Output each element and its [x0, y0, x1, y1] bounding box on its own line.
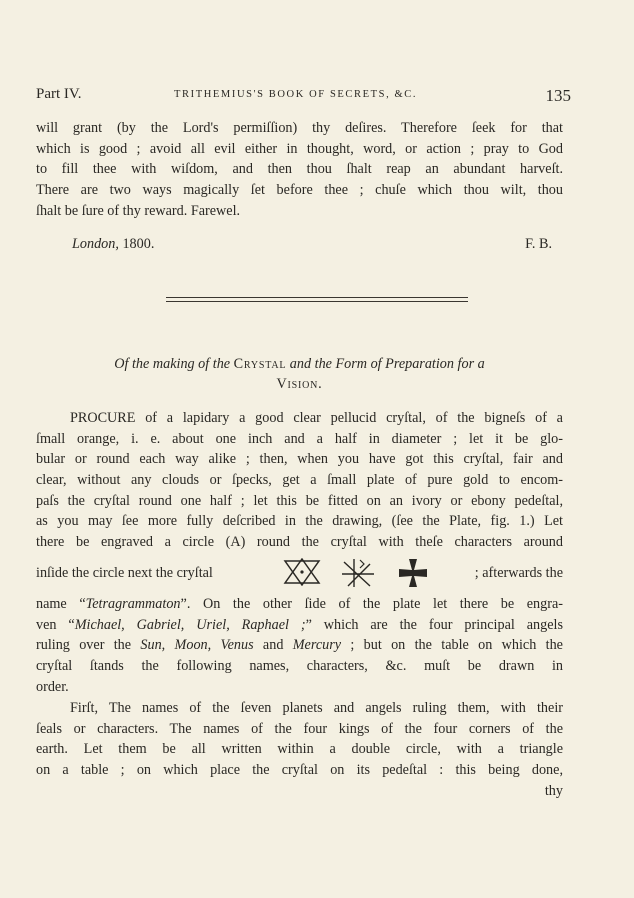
symbol-line: [36, 558, 563, 588]
running-title: TRITHEMIUS'S BOOK OF SECRETS, &C.: [174, 89, 418, 100]
text-fragment: ven “: [36, 616, 75, 633]
text-line: will grant (by the Lord's permiſſion) thy deſires. Therefore ſeek for that: [36, 120, 563, 136]
text-fragment: ; but on the table on which the: [341, 637, 563, 654]
text-fragment: and: [253, 637, 293, 654]
text-line: which is good ; avoid all evil either in thought, word, or action ; pray to God: [36, 140, 563, 157]
body-paragraph-2: [36, 698, 563, 801]
text-line: order.: [36, 678, 69, 695]
text-line: cryſtal ſtands the following names, characters, &c. muſt be drawn in: [36, 658, 563, 675]
text-fragment: name “: [36, 596, 86, 612]
angel-names: Michael, Gabriel, Uriel, Raphael ;: [74, 616, 306, 633]
title-part-3: and the Form of Preparation for a: [289, 356, 485, 372]
text-line: there be engraved a circle (A) round the cryſtal with theſe characters around: [36, 534, 563, 551]
signature-line: [72, 236, 552, 253]
text-line: There are two ways magically ſet before thee ; chuſe which thou wilt, thou: [36, 182, 563, 199]
divider-thin: [166, 297, 468, 298]
signature-initials: F. B.: [525, 236, 552, 252]
text-line: [36, 635, 563, 656]
text-line: ſmall orange, i. e. about one inch and a half in diameter ; let it be glo-: [36, 430, 563, 447]
text-line: Firſt, The names of the ſeven planets and angels ruling them, with their: [70, 700, 563, 716]
section-title: [36, 354, 563, 394]
text-line: PROCURE of a lapidary a good clear pellucid cryſtal, of the bigneſs of a: [70, 410, 563, 426]
planet-name: Mercury: [292, 637, 342, 654]
text-line: on a table ; on which place the cryſtal on its pedeſtal : this being done,: [36, 762, 563, 779]
running-header: [36, 86, 571, 110]
divider-thick: [166, 301, 468, 302]
hexagram-icon: [282, 558, 322, 586]
text-line: paſs the cryſtal round one half ; let this be fitted on an ivory or ebony pedeſtal,: [36, 492, 563, 509]
part-label: Part IV.: [36, 86, 82, 102]
text-line: ſhalt be ſure of thy reward. Farewel.: [36, 202, 241, 219]
catchword: thy: [544, 782, 563, 799]
title-part-4: Vision.: [276, 376, 323, 392]
text-line: clear, without any clouds or ſpecks, get a ſmall plate of pure gold to encom-: [36, 472, 563, 489]
text-line: to fill thee with wiſdom, and then thou ſhalt reap an abundant harveſt.: [36, 161, 563, 178]
text-line: ſeals or characters. The names of the four kings of the four corners of the: [36, 720, 563, 737]
body-paragraph-1: [36, 408, 563, 553]
body-paragraph-1-cont: [36, 594, 563, 697]
crossed-sigil-icon: [340, 558, 376, 588]
text-fragment: ”. On the other ſide of the plate let there be engra-: [180, 596, 563, 612]
text-line: earth. Let them be all written within a double circle, with a triangle: [36, 741, 563, 758]
text-line: bular or round each way alike ; then, when you have got this cryſtal, fair and: [36, 451, 563, 468]
signature-place: London,: [72, 236, 119, 252]
signature-year: 1800.: [122, 236, 155, 252]
planet-names: Sun, Moon, Venus: [140, 637, 254, 654]
section-divider: [166, 297, 468, 303]
title-part-2: Crystal: [233, 356, 287, 372]
cross-pattee-icon: [398, 558, 428, 588]
tetragrammaton-text: Tetragrammaton: [85, 596, 181, 612]
text-fragment: ruling over the: [36, 637, 141, 654]
text-line: [36, 615, 563, 636]
text-line: as you may ſee more fully deſcribed in the drawing, (ſee the Plate, fig. 1.) Let: [36, 513, 563, 530]
intro-paragraph: [36, 118, 563, 221]
text-line: [36, 594, 563, 615]
text-fragment: ” which are the four principal angels: [305, 616, 563, 633]
symbol-line-end: ; afterwards the: [474, 565, 563, 581]
symbol-line-start: inſide the circle next the cryſtal: [36, 565, 213, 581]
title-part-1: Of the making of the: [114, 356, 231, 372]
page-number: 135: [545, 86, 571, 105]
